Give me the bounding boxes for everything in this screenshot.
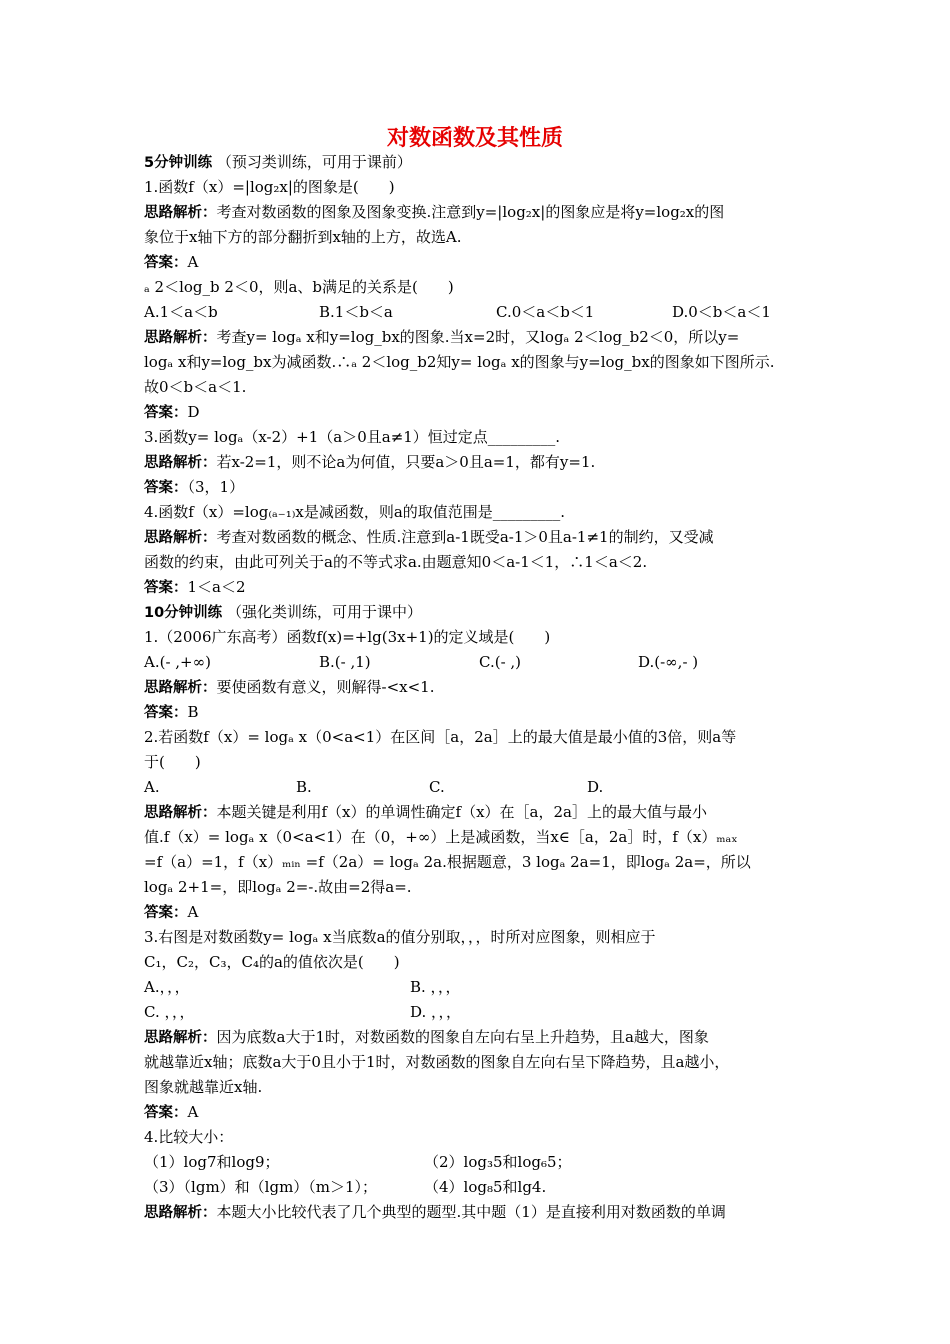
analysis-text: 考查对数函数的概念、性质.注意到a-1既受a-1＞0且a-1≠1的制约，又受减 xyxy=(216,528,714,546)
analysis-label: 思路解析： xyxy=(144,330,217,346)
analysis-text: 要使函数有意义，则解得-<x<1. xyxy=(216,678,435,696)
question-stem: C₁，C₂，C₃，C₄的a的值依次是( ) xyxy=(144,953,400,971)
question-stem: 4.函数f（x）=log₍ₐ₋₁₎x是减函数，则a的取值范围是_________. xyxy=(144,503,566,521)
section-title: 5分钟训练 xyxy=(144,155,213,171)
answer-value: 1＜a＜2 xyxy=(187,578,246,596)
analysis-text: =f（a）=1，f（x）ₘᵢₙ =f（2a）= logₐ 2a.根据题意，3 logₐ 2a=1，即logₐ 2a=，所以 xyxy=(144,853,751,871)
options-row xyxy=(144,300,814,324)
answer-line xyxy=(144,700,814,724)
option-c: C. xyxy=(429,778,445,796)
analysis-text: 故0＜b＜a＜1. xyxy=(144,378,247,396)
answer-label: 答案： xyxy=(144,580,188,596)
answer-value: A xyxy=(187,253,199,271)
section-note: （预习类训练，可用于课前） xyxy=(216,153,412,171)
section-heading xyxy=(144,150,814,174)
analysis-line xyxy=(144,450,814,474)
analysis-text: 考查y= logₐ x和y=log_bx的图象.当x=2时，又logₐ 2＜log_b2＜0，所以y= xyxy=(216,328,740,346)
subquestions-row xyxy=(144,1150,814,1174)
option-c: C.(- ,) xyxy=(479,653,522,671)
question-stem: 1.（2006广东高考）函数f(x)=+lg(3x+1)的定义域是( ) xyxy=(144,628,551,646)
option-d: D.(-∞,- ) xyxy=(638,653,699,671)
options-row xyxy=(144,650,814,674)
option-c: C.0＜a＜b＜1 xyxy=(496,303,595,321)
section-title: 10分钟训练 xyxy=(144,605,223,621)
subquestion-3: （3）（lgm）和（lgm）（m＞1）； xyxy=(144,1178,378,1196)
analysis-text: 本题关键是利用f（x）的单调性确定f（x）在［a，2a］上的最大值与最小 xyxy=(216,803,707,821)
option-b: B. xyxy=(296,778,312,796)
options-row xyxy=(144,775,814,799)
analysis-label: 思路解析： xyxy=(144,1030,217,1046)
analysis-line xyxy=(144,525,814,549)
answer-label: 答案： xyxy=(144,405,188,421)
answer-label: 答案： xyxy=(144,1105,188,1121)
analysis-text: logₐ 2+1=，即logₐ 2=-.故由=2得a=. xyxy=(144,878,412,896)
subquestion-1: （1）log7和log9； xyxy=(144,1153,280,1171)
analysis-line xyxy=(144,800,814,824)
analysis-text: 函数的约束，由此可列关于a的不等式求a.由题意知0＜a-1＜1，∴1＜a＜2. xyxy=(144,553,648,571)
analysis-text: 若x-2=1，则不论a为何值，只要a＞0且a=1，都有y=1. xyxy=(216,453,596,471)
option-b: B.(- ,1) xyxy=(319,653,371,671)
answer-label: 答案： xyxy=(144,705,188,721)
analysis-line xyxy=(144,325,814,349)
answer-value: B xyxy=(187,703,199,721)
option-a: A.(- ,+∞) xyxy=(144,653,211,671)
question-stem: 1.函数f（x）=|log₂x|的图象是( ) xyxy=(144,178,395,196)
subquestion-2: （2）log₃5和log₆5； xyxy=(424,1153,572,1171)
answer-label: 答案： xyxy=(144,480,188,496)
analysis-text: 值.f（x）= logₐ x（0<a<1）在（0，+∞）上是减函数，当x∈［a，2a］时，f（x）ₘₐₓ xyxy=(144,828,738,846)
analysis-text: 因为底数a大于1时，对数函数的图象自左向右呈上升趋势，且a越大，图象 xyxy=(216,1028,709,1046)
answer-label: 答案： xyxy=(144,905,188,921)
option-a: A.1＜a＜b xyxy=(144,303,218,321)
analysis-text: 就越靠近x轴；底数a大于0且小于1时，对数函数的图象自左向右呈下降趋势，且a越小， xyxy=(144,1053,730,1071)
answer-line xyxy=(144,250,814,274)
analysis-line xyxy=(144,1200,814,1224)
question-stem: ₐ 2＜log_b 2＜0，则a、b满足的关系是( ) xyxy=(144,278,454,296)
analysis-label: 思路解析： xyxy=(144,1205,217,1221)
analysis-label: 思路解析： xyxy=(144,205,217,221)
question-stem: 4.比较大小： xyxy=(144,1128,234,1146)
analysis-text: 考查对数函数的图象及图象变换.注意到y=|log₂x|的图象应是将y=log₂x的图 xyxy=(216,203,725,221)
answer-value: A xyxy=(187,1103,199,1121)
option-a: A. xyxy=(144,778,160,796)
answer-value: D xyxy=(187,403,200,421)
answer-line xyxy=(144,400,814,424)
answer-line xyxy=(144,475,814,499)
answer-value: （3，1） xyxy=(187,478,245,496)
option-a: A.，，， xyxy=(144,978,190,996)
question-stem: 3.函数y= logₐ（x-2）+1（a＞0且a≠1）恒过定点_________. xyxy=(144,428,561,446)
analysis-label: 思路解析： xyxy=(144,680,217,696)
analysis-text: 象位于x轴下方的部分翻折到x轴的上方，故选A. xyxy=(144,228,462,246)
analysis-text: logₐ x和y=log_bx为减函数.∴ₐ 2＜log_b2知y= logₐ x的图象与y=log_bx的图象如下图所示. xyxy=(144,353,775,371)
option-d: D. ，，， xyxy=(410,1003,462,1021)
subquestions-row xyxy=(144,1175,814,1199)
answer-line xyxy=(144,1100,814,1124)
analysis-text: 图象就越靠近x轴. xyxy=(144,1078,263,1096)
answer-line xyxy=(144,575,814,599)
question-stem: 于( ) xyxy=(144,753,201,771)
analysis-label: 思路解析： xyxy=(144,455,217,471)
answer-line xyxy=(144,900,814,924)
options-row xyxy=(144,975,814,999)
subquestion-4: （4）log₈5和lg4. xyxy=(424,1178,547,1196)
analysis-line xyxy=(144,675,814,699)
answer-label: 答案： xyxy=(144,255,188,271)
question-stem: 3.右图是对数函数y= logₐ x当底数a的值分别取，，，时所对应图象，则相应于 xyxy=(144,928,656,946)
option-d: D.0＜b＜a＜1 xyxy=(672,303,771,321)
option-b: B.1＜b＜a xyxy=(319,303,393,321)
analysis-label: 思路解析： xyxy=(144,805,217,821)
option-c: C. ，，， xyxy=(144,1003,195,1021)
analysis-text: 本题大小比较代表了几个典型的题型.其中题（1）是直接利用对数函数的单调 xyxy=(216,1203,726,1221)
section-note: （强化类训练，可用于课中） xyxy=(226,603,422,621)
option-d: D. xyxy=(587,778,604,796)
answer-value: A xyxy=(187,903,199,921)
option-b: B. ，，， xyxy=(410,978,461,996)
analysis-line xyxy=(144,200,814,224)
analysis-line xyxy=(144,1025,814,1049)
section-heading xyxy=(144,600,814,624)
document-title: 对数函数及其性质 xyxy=(386,125,563,151)
question-stem: 2.若函数f（x）= logₐ x（0<a<1）在区间［a，2a］上的最大值是最小值的3倍，则a等 xyxy=(144,728,737,746)
options-row xyxy=(144,1000,814,1024)
analysis-label: 思路解析： xyxy=(144,530,217,546)
